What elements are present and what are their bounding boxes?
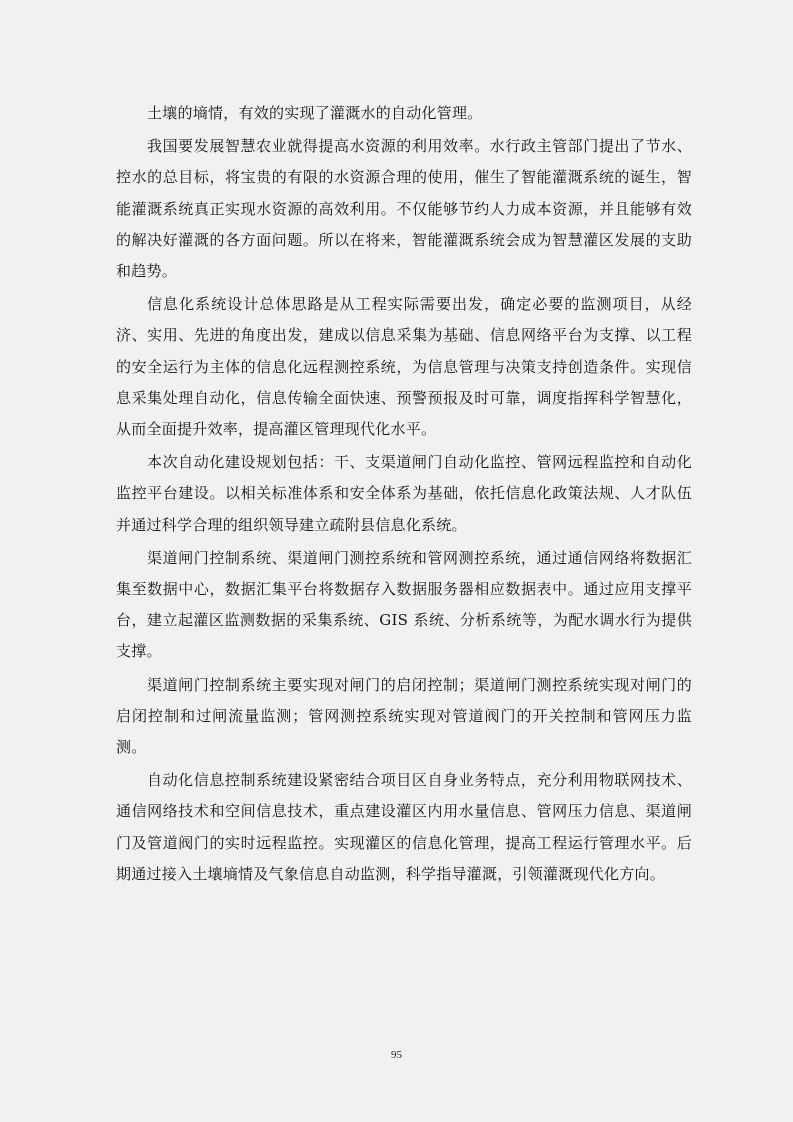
paragraph-1: 土壤的墒情，有效的实现了灌溉水的自动化管理。 bbox=[147, 104, 483, 122]
page-number: 95 bbox=[391, 1049, 402, 1061]
paragraph-6: 渠道闸门控制系统主要实现对闸门的启闭控制；渠道闸门测控系统实现对闸门的启闭控制和过闸流量监测；管网测控系统实现对管道阀门的开关控制和管网压力监测。 bbox=[116, 675, 692, 757]
paragraph-5: 渠道闸门控制系统、渠道闸门测控系统和管网测控系统，通过通信网络将数据汇集至数据中心，数据汇集平台将数据存入数据服务器相应数据表中。通过应用支撑平台，建立起灌区监测数据的采集系统、GIS 系统、分析系统等，为配水调水行为提供支撑。 bbox=[116, 548, 692, 661]
body-text bbox=[116, 98, 692, 892]
paragraph-2: 我国要发展智慧农业就得提高水资源的利用效率。水行政主管部门提出了节水、控水的总目标，将宝贵的有限的水资源合理的使用，催生了智能灌溉系统的诞生，智能灌溉系统真正实现水资源的高效利用。不仅能够节约人力成本资源，并且能够有效的解决好灌溉的各方面问题。所以在将来，智能灌溉系统会成为智慧灌区发展的支助和趋势。 bbox=[116, 137, 692, 281]
paragraph-7: 自动化信息控制系统建设紧密结合项目区自身业务特点，充分利用物联网技术、通信网络技术和空间信息技术，重点建设灌区内用水量信息、管网压力信息、渠道闸门及管道阀门的实时远程监控。实现灌区的信息化管理，提高工程运行管理水平。后期通过接入土壤墒情及气象信息自动监测，科学指导灌溉，引领灌溉现代化方向。 bbox=[116, 771, 692, 883]
paragraph-4: 本次自动化建设规划包括：干、支渠道闸门自动化监控、管网远程监控和自动化监控平台建设。以相关标准体系和安全体系为基础，依托信息化政策法规、人才队伍并通过科学合理的组织领导建立疏附县信息化系统。 bbox=[116, 453, 692, 534]
paragraph-3: 信息化系统设计总体思路是从工程实际需要出发，确定必要的监测项目，从经济、实用、先进的角度出发，建成以信息采集为基础、信息网络平台为支撑、以工程的安全运行为主体的信息化远程测控系统，为信息管理与决策支持创造条件。实现信息采集处理自动化，信息传输全面快速、预警预报及时可靠，调度指挥科学智慧化，从而全面提升效率，提高灌区管理现代化水平。 bbox=[116, 295, 692, 439]
